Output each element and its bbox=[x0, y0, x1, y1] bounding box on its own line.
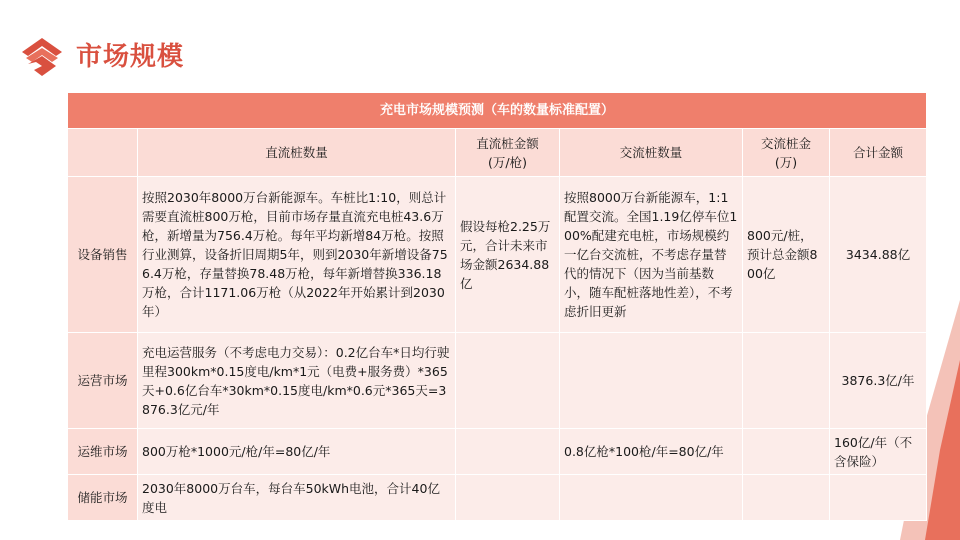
market-size-table bbox=[67, 92, 927, 521]
row-label: 设备销售 bbox=[68, 177, 138, 333]
header-cell-empty bbox=[68, 129, 138, 177]
row-label: 储能市场 bbox=[68, 475, 138, 521]
dc-amount-cell bbox=[456, 429, 560, 475]
total-cell: 3876.3亿/年 bbox=[830, 333, 927, 429]
total-cell: 3434.88亿 bbox=[830, 177, 927, 333]
ac-amount-cell bbox=[743, 475, 830, 521]
table-row bbox=[68, 177, 927, 333]
row-label: 运维市场 bbox=[68, 429, 138, 475]
ac-count-cell bbox=[560, 475, 743, 521]
header-dc-amount: 直流桩金额 (万/枪) bbox=[456, 129, 560, 177]
logo-icon bbox=[22, 38, 62, 76]
total-cell: 160亿/年（不含保险） bbox=[830, 429, 927, 475]
dc-count-cell: 按照2030年8000万台新能源车。车桩比1:10，则总计需要直流桩800万枪，目前市场存量直流充电桩43.6万枪，新增量为756.4万枪。每年平均新增84万枪。按照行业测算，设备折旧周期5年，则到2030年新增设备756.4万枪，存量替换78.48万枪，每年新增替换336.18万枪，合计1171.06万枪（从2022年开始累计到2030年） bbox=[138, 177, 456, 333]
dc-amount-cell bbox=[456, 475, 560, 521]
header-total: 合计金额 bbox=[830, 129, 927, 177]
ac-count-cell: 0.8亿枪*100枪/年=80亿/年 bbox=[560, 429, 743, 475]
dc-amount-cell bbox=[456, 333, 560, 429]
ac-amount-cell bbox=[743, 333, 830, 429]
table-caption: 充电市场规模预测（车的数量标准配置） bbox=[68, 93, 927, 129]
total-cell bbox=[830, 475, 927, 521]
ac-amount-cell bbox=[743, 429, 830, 475]
header-ac-amount: 交流桩金 (万) bbox=[743, 129, 830, 177]
ac-amount-cell: 800元/桩，预计总金额800亿 bbox=[743, 177, 830, 333]
table-row bbox=[68, 429, 927, 475]
table-row bbox=[68, 333, 927, 429]
dc-count-cell: 充电运营服务（不考虑电力交易）：0.2亿台车*日均行驶里程300km*0.15度电/km*1元（电费+服务费）*365天+0.6亿台车*30km*0.15度电/km*0.6元*365天=3876.3亿元/年 bbox=[138, 333, 456, 429]
row-label: 运营市场 bbox=[68, 333, 138, 429]
dc-count-cell: 800万枪*1000元/枪/年=80亿/年 bbox=[138, 429, 456, 475]
dc-count-cell: 2030年8000万台车，每台车50kWh电池，合计40亿度电 bbox=[138, 475, 456, 521]
table-row bbox=[68, 475, 927, 521]
page-title: 市场规模 bbox=[76, 42, 185, 72]
ac-count-cell: 按照8000万台新能源车，1:1配置交流。全国1.19亿停车位100%配建充电桩，市场规模约一亿台交流桩，不考虑存量替代的情况下（因为当前基数小，随车配桩落地性差），不考虑折旧更新 bbox=[560, 177, 743, 333]
dc-amount-cell: 假设每枪2.25万元，合计未来市场金额2634.88亿 bbox=[456, 177, 560, 333]
header-dc-count: 直流桩数量 bbox=[138, 129, 456, 177]
ac-count-cell bbox=[560, 333, 743, 429]
header-ac-count: 交流桩数量 bbox=[560, 129, 743, 177]
